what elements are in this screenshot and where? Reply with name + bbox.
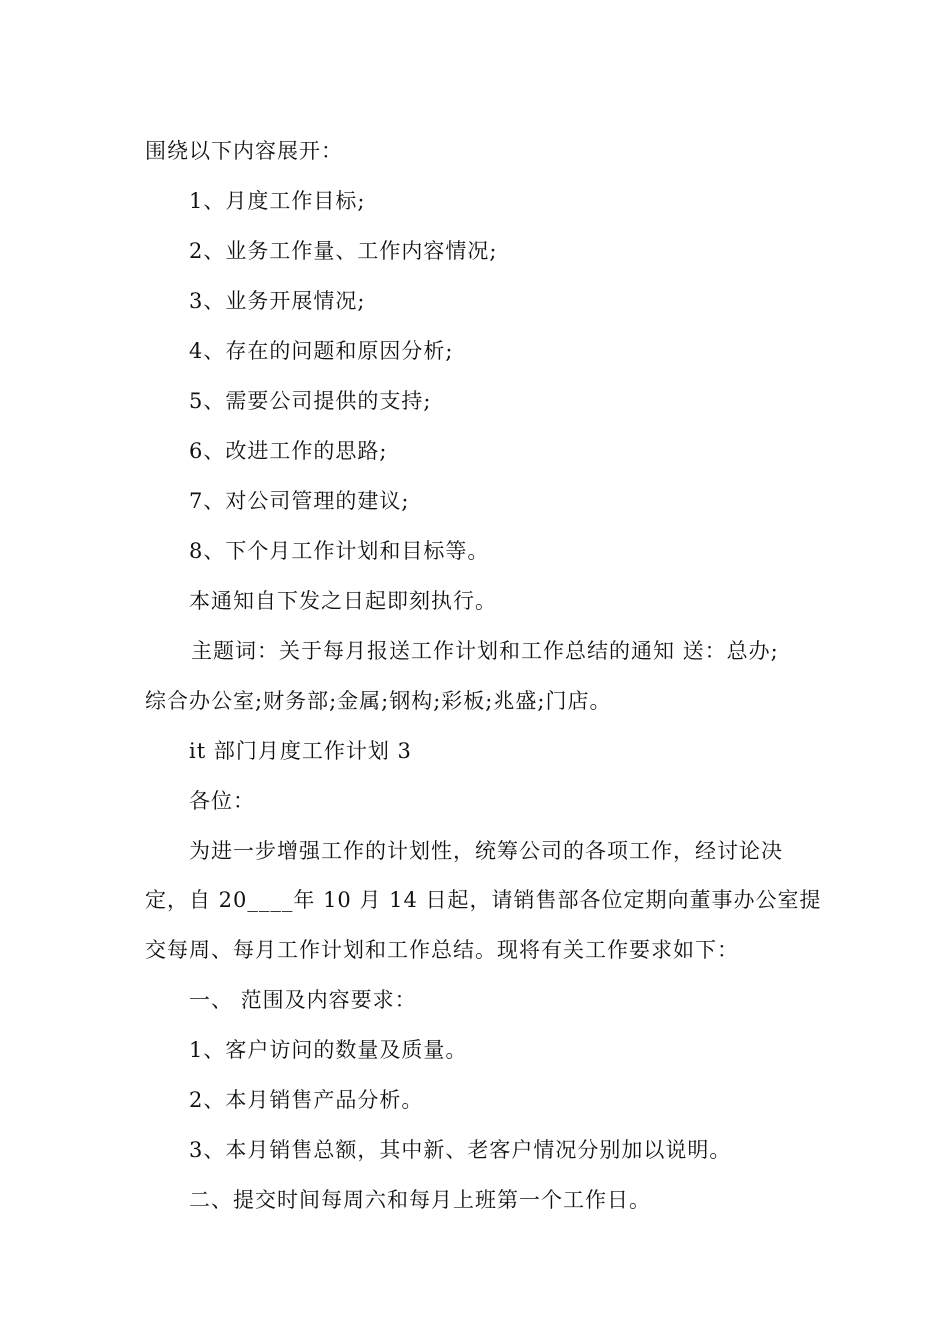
list-item-7: 7、对公司管理的建议; [189, 489, 410, 513]
list-item-6: 6、改进工作的思路; [189, 439, 388, 463]
salutation: 各位： [189, 789, 255, 813]
list-item-4: 4、存在的问题和原因分析; [189, 339, 454, 363]
paragraph-subject-continued: 综合办公室;财务部;金属;钢构;彩板;兆盛;门店。 [145, 689, 612, 713]
list-item-5: 5、需要公司提供的支持; [189, 389, 432, 413]
submission-time: 二、提交时间每周六和每月上班第一个工作日。 [189, 1188, 651, 1212]
requirement-item-2: 2、本月销售产品分析。 [189, 1088, 424, 1112]
paragraph-body-line-2: 定，自 20____年 10 月 14 日起，请销售部各位定期向董事办公室提 [145, 888, 822, 912]
requirements-heading: 一、 范围及内容要求： [189, 988, 417, 1012]
requirement-item-1: 1、客户访问的数量及质量。 [189, 1038, 468, 1062]
paragraph-subject: 主题词：关于每月报送工作计划和工作总结的通知 送：总办; [191, 639, 779, 663]
list-item-1: 1、月度工作目标; [189, 189, 366, 213]
section-title: it 部门月度工作计划 3 [189, 739, 412, 763]
paragraph-intro: 围绕以下内容展开： [145, 139, 343, 163]
paragraph-body-line-3: 交每周、每月工作计划和工作总结。现将有关工作要求如下： [145, 938, 739, 962]
paragraph-body-line-1: 为进一步增强工作的计划性，统筹公司的各项工作，经讨论决 [189, 839, 783, 863]
list-item-8: 8、下个月工作计划和目标等。 [189, 539, 490, 563]
list-item-3: 3、业务开展情况; [189, 289, 366, 313]
requirement-item-3: 3、本月销售总额，其中新、老客户情况分别加以说明。 [189, 1138, 732, 1162]
list-item-2: 2、业务工作量、工作内容情况; [189, 239, 498, 263]
paragraph-effective: 本通知自下发之日起即刻执行。 [189, 589, 497, 613]
